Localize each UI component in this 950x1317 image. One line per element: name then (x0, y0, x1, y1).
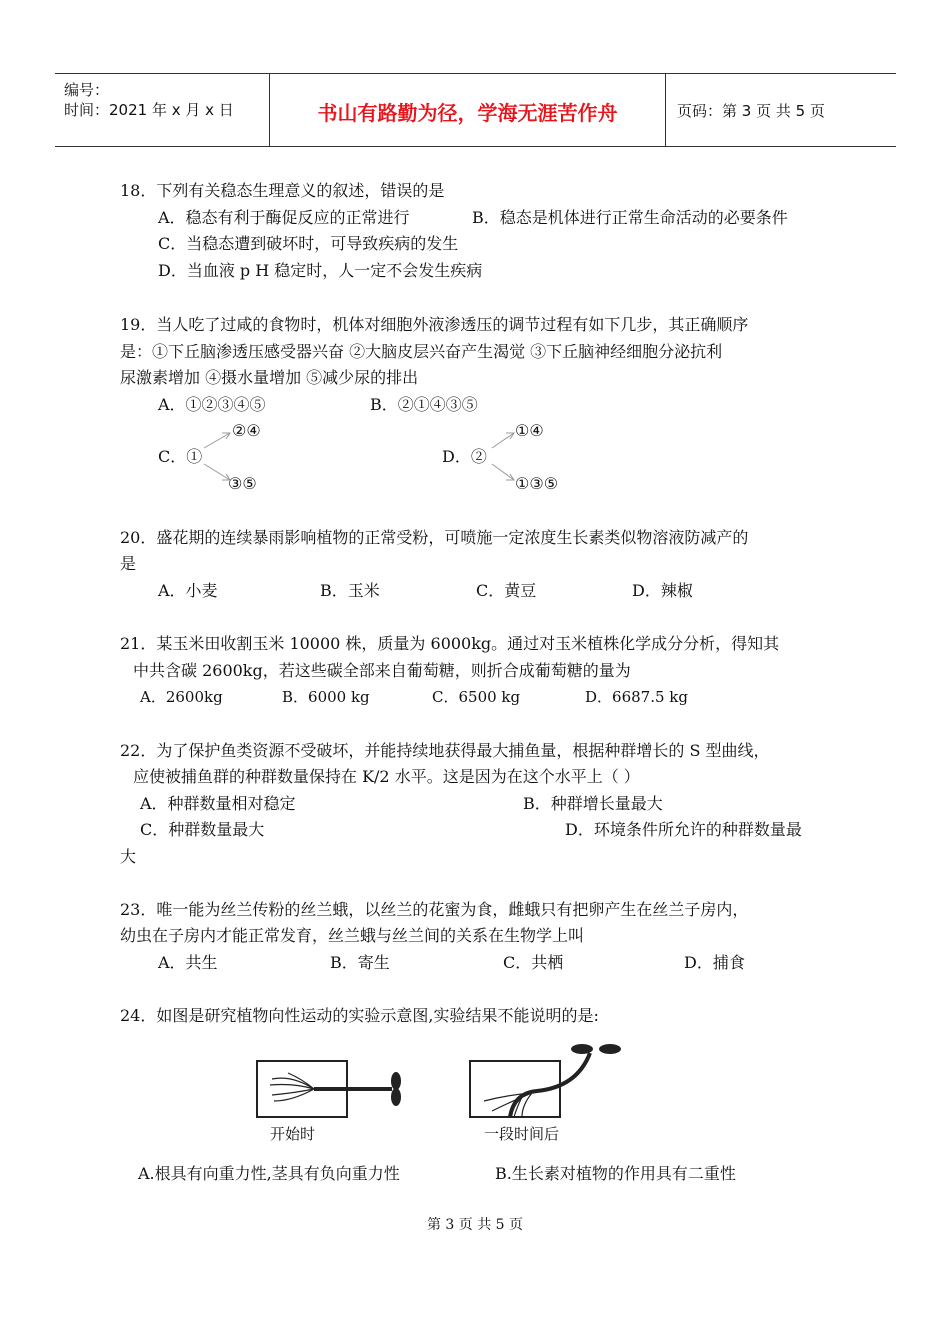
q21-line1: 21．某玉米田收割玉米 10000 株，质量为 6000kg。通过对玉米植株化学成分分析，得知其 (120, 634, 780, 653)
right-stem (510, 1053, 590, 1117)
q19-d-down: ①③⑤ (515, 474, 559, 493)
q21-option-a: A．2600kg (140, 688, 223, 706)
left-roots (270, 1073, 314, 1101)
q24-option-b: B.生长素对植物的作用具有二重性 (495, 1164, 736, 1183)
q20-line1: 20．盛花期的连续暴雨影响植物的正常受粉，可喷施一定浓度生长素类似物溶液防减产的 (120, 528, 749, 547)
q22-option-b: B．种群增长量最大 (523, 794, 663, 813)
q20-option-a: A．小麦 (158, 581, 218, 600)
right-leaf (571, 1044, 593, 1054)
q20-option-d: D．辣椒 (632, 581, 693, 600)
q19-c-up: ②④ (232, 421, 261, 440)
q19-d-up: ①④ (515, 421, 544, 440)
q19-line1: 19．当人吃了过咸的食物时，机体对细胞外液渗透压的调节过程有如下几步，其正确顺序 (120, 315, 749, 334)
arrow-line (204, 433, 230, 448)
q21-option-d: D．6687.5 kg (585, 688, 688, 706)
q21-option-c: C．6500 kg (432, 688, 521, 706)
arrow-head (222, 433, 230, 439)
q22-option-a: A．种群数量相对稳定 (140, 794, 296, 813)
header-motto: 书山有路勤为径，学海无涯苦作舟 (317, 101, 618, 125)
arrow-line (492, 464, 514, 480)
right-leaf (599, 1044, 621, 1054)
right-roots (484, 1093, 532, 1117)
q19-option-a: A．①②③④⑤ (158, 395, 266, 414)
q23-option-b: B．寄生 (330, 953, 390, 972)
plant-tropism-figure (222, 1035, 652, 1147)
q22-line2: 应使被捕鱼群的种群数量保持在 K/2 水平。这是因为在这个水平上（ ） (133, 767, 640, 786)
left-leaf (391, 1088, 401, 1106)
q20-option-c: C．黄豆 (476, 581, 537, 600)
q20-option-b: B．玉米 (320, 581, 380, 600)
q21-line2: 中共含碳 2600kg，若这些碳全部来自葡萄糖，则折合成葡萄糖的量为 (133, 661, 631, 680)
figure-label-after: 一段时间后 (484, 1125, 560, 1143)
page-footer: 第 3 页 共 5 页 (426, 1217, 524, 1233)
q23-line2: 幼虫在子房内才能正常发育，丝兰蛾与丝兰间的关系在生物学上叫 (120, 926, 585, 945)
q23-line1: 23．唯一能为丝兰传粉的丝兰蛾，以丝兰的花蜜为食，雌蛾只有把卵产生在丝兰子房内， (120, 900, 749, 919)
header-page-label: 页码：第 3 页 共 5 页 (677, 102, 825, 120)
q23-option-d: D．捕食 (684, 953, 745, 972)
q24-stem: 24．如图是研究植物向性运动的实验示意图,实验结果不能说明的是: (120, 1006, 599, 1025)
time-label: 时间：2021 年 x 月 x 日 (64, 101, 234, 119)
q22-option-c: C．种群数量最大 (140, 820, 265, 839)
number-label: 编号： (64, 81, 110, 99)
q24-option-a: A.根具有向重力性,茎具有负向重力性 (138, 1164, 400, 1183)
q23-option-c: C．共栖 (503, 953, 564, 972)
q18-option-b: B．稳态是机体进行正常生命活动的必要条件 (472, 208, 788, 227)
q18-stem: 18．下列有关稳态生理意义的叙述，错误的是 (120, 181, 445, 200)
q21-option-b: B．6000 kg (282, 688, 370, 706)
arrow-line (204, 464, 230, 480)
q18-option-c: C．当稳态遭到破坏时，可导致疾病的发生 (158, 234, 459, 253)
q22-option-d: D．环境条件所允许的种群数量最 (565, 820, 802, 839)
q23-option-a: A．共生 (158, 953, 218, 972)
q19-c-down: ③⑤ (228, 474, 257, 493)
q19-line3: 尿激素增加 ④摄水量增加 ⑤减少尿的排出 (120, 368, 419, 387)
left-leaf (391, 1072, 401, 1090)
q22-line1: 22．为了保护鱼类资源不受破坏，并能持续地获得最大捕鱼量，根据种群增长的 S 型曲线， (120, 741, 770, 760)
q19-option-b: B．②①④③⑤ (370, 395, 478, 414)
q18-option-d: D．当血液 p H 稳定时，人一定不会发生疾病 (158, 261, 483, 280)
arrow-line (492, 433, 514, 448)
q22-option-d-cont: 大 (120, 847, 137, 866)
q19-option-d: D．② (442, 447, 487, 466)
q19-option-c: C．① (158, 447, 203, 466)
figure-label-start: 开始时 (270, 1125, 316, 1143)
q19-line2: 是：①下丘脑渗透压感受器兴奋 ②大脑皮层兴奋产生渴觉 ③下丘脑神经细胞分泌抗利 (120, 342, 723, 361)
q18-option-a: A．稳态有利于酶促反应的正常进行 (158, 208, 410, 227)
q20-line2: 是 (120, 554, 137, 573)
